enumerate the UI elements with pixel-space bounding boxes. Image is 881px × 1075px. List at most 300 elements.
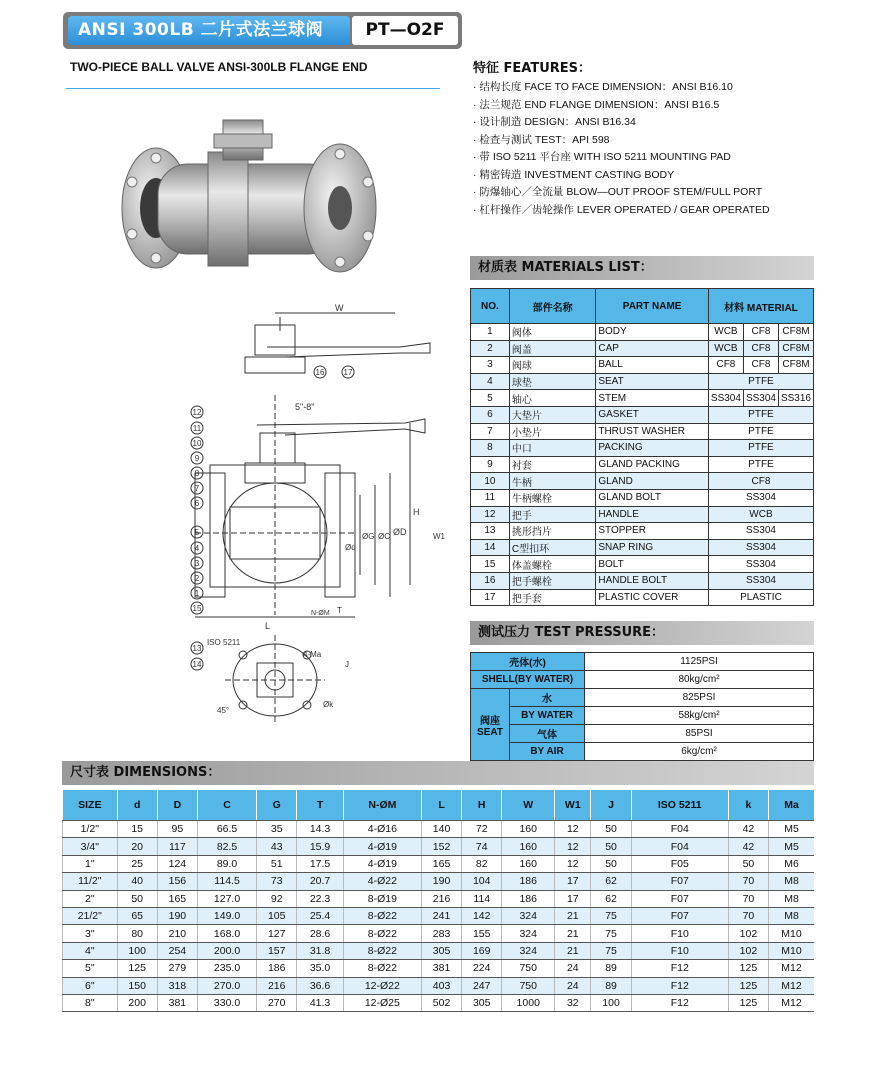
dimensions-col-header: C [197,790,256,821]
materials-cell-material: SS316 [778,390,813,407]
dimensions-col-header: G [257,790,297,821]
features-list [473,79,770,219]
materials-cell-en: BOLT [596,556,709,573]
callout-12: 12 [192,408,202,417]
materials-cell-cn: 把手螺栓 [509,572,595,589]
callout-3: 3 [194,559,200,568]
dimensions-cell: 66.5 [197,821,256,838]
dimensions-cell: M8 [769,873,815,890]
dim-label-h: H [413,507,420,517]
dimensions-cell: 216 [257,977,297,994]
shell-kg: 80kg/cm² [585,671,814,689]
dimensions-row [63,994,815,1011]
dim-label-45: 45° [217,706,230,715]
dimensions-cell: 75 [591,907,631,924]
dimensions-cell: 502 [421,994,461,1011]
materials-cell-material: PTFE [708,456,813,473]
dimensions-cell: 142 [462,907,502,924]
dimensions-cell: 11/2" [63,873,118,890]
dimensions-cell: 28.6 [297,925,343,942]
materials-row [471,440,814,457]
feature-item: · 带 ISO 5211 平台座 WITH ISO 5211 MOUNTING PAD [473,151,731,163]
dimensions-cell: 8-Ø22 [343,960,421,977]
dimensions-cell: 165 [157,890,197,907]
dimensions-cell: 15.9 [297,838,343,855]
materials-row [471,489,814,506]
dimensions-cell: 210 [157,925,197,942]
callout-9: 9 [194,454,200,463]
dimensions-cell: 89.0 [197,855,256,872]
feature-item: · 结构长度 FACE TO FACE DIMENSION：ANSI B16.10 [473,81,733,93]
dimensions-cell: 160 [502,821,555,838]
materials-row [471,473,814,490]
dimensions-cell: 750 [502,977,555,994]
dim-label-k: Øk [323,700,334,709]
dimensions-cell: 62 [591,890,631,907]
materials-cell-cn: 大垫片 [509,406,595,423]
dimensions-cell: 8-Ø22 [343,907,421,924]
materials-cell-no: 10 [471,473,510,490]
dimensions-cell: 92 [257,890,297,907]
callout-2: 2 [194,574,200,583]
dimensions-cell: 73 [257,873,297,890]
materials-cell-material: CF8 [743,340,778,357]
dimensions-cell: 12-Ø22 [343,977,421,994]
callout-4: 4 [194,544,200,553]
dim-label-t: T [337,606,342,615]
dimensions-cell: 82 [462,855,502,872]
materials-cell-material: PTFE [708,440,813,457]
dimensions-cell: 3" [63,925,118,942]
dimensions-cell: 1/2" [63,821,118,838]
col-part-name: PART NAME [596,289,709,324]
dimensions-cell: 24 [555,960,591,977]
dimensions-cell: 117 [157,838,197,855]
dimensions-cell: 114.5 [197,873,256,890]
materials-cell-cn: 牛柄 [509,473,595,490]
dimensions-cell: 283 [421,925,461,942]
air-psi: 85PSI [585,725,814,743]
dimensions-cell: 224 [462,960,502,977]
materials-row [471,456,814,473]
dimensions-cell: 32 [555,994,591,1011]
dimensions-cell: 17 [555,873,591,890]
materials-cell-no: 12 [471,506,510,523]
dimensions-cell: 21 [555,907,591,924]
water-label-cn: 水 [510,689,585,707]
materials-cell-en: GLAND [596,473,709,490]
air-label-cn: 气体 [510,725,585,743]
dimensions-cell: 149.0 [197,907,256,924]
dim-label-dsmall: Ød [345,543,356,552]
water-kg: 58kg/cm² [585,707,814,725]
materials-cell-material: CF8 [743,324,778,341]
dimensions-cell: 75 [591,942,631,959]
dimensions-cell: F05 [631,855,728,872]
callout-7: 7 [194,484,200,493]
dimensions-cell: 8-Ø22 [343,942,421,959]
materials-cell-no: 9 [471,456,510,473]
dimensions-cell: F12 [631,960,728,977]
materials-cell-material: WCB [708,324,743,341]
dimensions-cell: 235.0 [197,960,256,977]
dimensions-cell: 125 [728,994,768,1011]
dim-label-w: W [335,303,344,313]
materials-cell-material: SS304 [708,523,813,540]
dimensions-cell: 200.0 [197,942,256,959]
shell-label-cn: 壳体(水) [471,653,585,671]
dimensions-cell: 24 [555,977,591,994]
materials-cell-material: WCB [708,340,743,357]
materials-cell-material: CF8 [708,473,813,490]
materials-cell-material: CF8 [708,357,743,374]
materials-row [471,572,814,589]
materials-cell-cn: 挑形挡片 [509,523,595,540]
product-subtitle: TWO-PIECE BALL VALVE ANSI-300LB FLANGE END [70,60,368,74]
subtitle-divider [66,88,440,89]
dimensions-cell: 21 [555,925,591,942]
dimensions-col-header: ISO 5211 [631,790,728,821]
feature-item: · 防爆轴心／全流量 BLOW—OUT PROOF STEM/FULL PORT [473,186,763,198]
test-pressure-table [470,652,814,761]
dimensions-col-header: D [157,790,197,821]
dimensions-cell: 1" [63,855,118,872]
dim-label-g: ØG [362,532,375,541]
feature-item: · 设计制造 DESIGN：ANSI B16.34 [473,116,636,128]
callout-circles-bottom [185,638,215,678]
dimensions-cell: F04 [631,838,728,855]
materials-cell-en: STEM [596,390,709,407]
dimensions-cell: 70 [728,890,768,907]
dimensions-cell: M12 [769,977,815,994]
dimensions-row [63,890,815,907]
dimensions-cell: 186 [257,960,297,977]
materials-cell-en: SEAT [596,373,709,390]
materials-cell-material: PLASTIC [708,589,813,606]
dimensions-col-header: k [728,790,768,821]
dimensions-title: 尺寸表 DIMENSIONS： [70,765,221,780]
dimensions-cell: 330.0 [197,994,256,1011]
materials-cell-en: THRUST WASHER [596,423,709,440]
dimensions-table [62,790,814,1012]
materials-cell-cn: 阀盖 [509,340,595,357]
dimensions-cell: F12 [631,977,728,994]
dimensions-row [63,838,815,855]
dimensions-row [63,821,815,838]
materials-row [471,390,814,407]
dimensions-cell: 20 [117,838,157,855]
materials-cell-cn: 小垫片 [509,423,595,440]
dim-label-j: J [345,660,349,669]
materials-cell-material: CF8M [778,357,813,374]
materials-row [471,506,814,523]
dimensions-col-header: W1 [555,790,591,821]
materials-cell-cn: 阀体 [509,324,595,341]
dimensions-cell: 169 [462,942,502,959]
dimensions-cell: M8 [769,907,815,924]
dim-label-d: ØD [393,527,407,537]
dimensions-cell: 20.7 [297,873,343,890]
materials-cell-no: 2 [471,340,510,357]
callout-15: 15 [192,604,202,613]
dimensions-cell: 35 [257,821,297,838]
dimensions-cell: 50 [591,855,631,872]
dimensions-cell: 8-Ø19 [343,890,421,907]
materials-cell-en: HANDLE BOLT [596,572,709,589]
materials-cell-material: SS304 [708,556,813,573]
dimensions-cell: 8" [63,994,118,1011]
water-label-en: BY WATER [510,707,585,725]
materials-row [471,340,814,357]
materials-cell-material: SS304 [708,489,813,506]
materials-cell-material: CF8M [778,340,813,357]
dimensions-cell: 43 [257,838,297,855]
dimensions-cell: 318 [157,977,197,994]
materials-cell-no: 1 [471,324,510,341]
dimensions-cell: 100 [117,942,157,959]
test-pressure-title: 测试压力 TEST PRESSURE： [478,625,665,640]
dimensions-cell: 42 [728,821,768,838]
materials-cell-material: PTFE [708,406,813,423]
dimensions-cell: F10 [631,925,728,942]
dimensions-cell: 50 [117,890,157,907]
materials-cell-en: STOPPER [596,523,709,540]
dimensions-col-header: J [591,790,631,821]
dimensions-cell: 4" [63,942,118,959]
dimensions-cell: 165 [421,855,461,872]
dimensions-row [63,907,815,924]
dimensions-cell: 124 [157,855,197,872]
callout-8: 8 [194,469,200,478]
materials-cell-en: PLASTIC COVER [596,589,709,606]
materials-row [471,523,814,540]
dimensions-col-header: T [297,790,343,821]
dimensions-cell: 155 [462,925,502,942]
callout-1: 1 [194,589,200,598]
materials-header-row [471,289,814,324]
dimensions-row [63,942,815,959]
materials-section-bar [470,256,814,280]
callout-10: 10 [192,439,202,448]
materials-row [471,357,814,374]
dimensions-cell: 21/2" [63,907,118,924]
dimensions-cell: 35.0 [297,960,343,977]
dimensions-cell: 12 [555,821,591,838]
materials-cell-en: GLAND BOLT [596,489,709,506]
feature-item: · 杠杆操作／齿轮操作 LEVER OPERATED / GEAR OPERATED [473,203,770,216]
materials-cell-material: SS304 [708,539,813,556]
dimensions-cell: 31.8 [297,942,343,959]
materials-cell-cn: 中口 [509,440,595,457]
dimensions-cell: 41.3 [297,994,343,1011]
dimensions-cell: 89 [591,977,631,994]
callout-6: 6 [194,499,200,508]
dimensions-cell: 100 [591,994,631,1011]
dim-label-w1: W1 [433,532,445,541]
materials-cell-en: BODY [596,324,709,341]
materials-cell-no: 8 [471,440,510,457]
materials-cell-material: SS304 [708,390,743,407]
dimensions-cell: 190 [157,907,197,924]
dimensions-cell: 40 [117,873,157,890]
dim-label-iso: ISO 5211 [207,638,241,647]
dimensions-cell: M5 [769,838,815,855]
feature-item: · 检查与测试 TEST：API 598 [473,133,610,146]
dimensions-cell: 6" [63,977,118,994]
materials-cell-material: SS304 [708,572,813,589]
dimensions-cell: 114 [462,890,502,907]
dimensions-cell: 21 [555,942,591,959]
dimensions-cell: 305 [421,942,461,959]
features-title: 特征 FEATURES： [473,61,592,76]
dimensions-cell: F10 [631,942,728,959]
dimensions-cell: F07 [631,873,728,890]
materials-row [471,589,814,606]
dimensions-cell: 12 [555,855,591,872]
col-no: NO. [471,289,510,324]
dimensions-cell: 4-Ø16 [343,821,421,838]
shell-label-en: SHELL(BY WATER) [471,671,585,689]
materials-cell-material: PTFE [708,373,813,390]
dimensions-cell: M12 [769,960,815,977]
dimensions-cell: 4-Ø19 [343,838,421,855]
dimensions-cell: 190 [421,873,461,890]
materials-row [471,373,814,390]
materials-cell-material: SS304 [743,390,778,407]
dimensions-cell: 324 [502,925,555,942]
dim-label-l: L [265,621,271,631]
materials-cell-en: GLAND PACKING [596,456,709,473]
dimensions-col-header: d [117,790,157,821]
dimensions-cell: 127.0 [197,890,256,907]
dimensions-cell: 156 [157,873,197,890]
dimensions-cell: 403 [421,977,461,994]
dimensions-col-header: N-ØM [343,790,421,821]
dimensions-cell: 150 [117,977,157,994]
dimensions-cell: 157 [257,942,297,959]
materials-cell-en: CAP [596,340,709,357]
dimensions-cell: 750 [502,960,555,977]
dimensions-cell: 241 [421,907,461,924]
feature-item: · 精密铸造 INVESTMENT CASTING BODY [473,168,675,181]
seat-label [471,689,510,761]
dimensions-cell: 125 [728,960,768,977]
dimensions-cell: 140 [421,821,461,838]
materials-cell-cn: 把手 [509,506,595,523]
dimensions-cell: 17.5 [297,855,343,872]
materials-cell-cn: 轴心 [509,390,595,407]
dimensions-cell: 8-Ø22 [343,925,421,942]
materials-row [471,539,814,556]
dimensions-cell: 160 [502,838,555,855]
dimensions-cell: M12 [769,994,815,1011]
dimensions-cell: 105 [257,907,297,924]
dimensions-cell: 17 [555,890,591,907]
dimensions-cell: 381 [421,960,461,977]
dimensions-row [63,960,815,977]
dimensions-cell: 152 [421,838,461,855]
dimensions-cell: 125 [117,960,157,977]
dimensions-cell: M6 [769,855,815,872]
dimensions-col-header: Ma [769,790,815,821]
materials-cell-cn: 体盖螺栓 [509,556,595,573]
callout-11: 11 [192,424,202,433]
dimensions-cell: M10 [769,942,815,959]
dimensions-cell: 62 [591,873,631,890]
materials-cell-cn: 把手套 [509,589,595,606]
dimensions-cell: 12-Ø25 [343,994,421,1011]
dimensions-body [63,821,815,1012]
dimensions-cell: 82.5 [197,838,256,855]
water-psi: 825PSI [585,689,814,707]
dimensions-cell: 104 [462,873,502,890]
materials-cell-en: PACKING [596,440,709,457]
materials-cell-no: 6 [471,406,510,423]
dimensions-cell: 5" [63,960,118,977]
materials-cell-no: 15 [471,556,510,573]
materials-cell-material: PTFE [708,423,813,440]
materials-cell-no: 11 [471,489,510,506]
materials-cell-no: 17 [471,589,510,606]
dimensions-cell: 51 [257,855,297,872]
dimensions-cell: 22.3 [297,890,343,907]
dimensions-cell: 12 [555,838,591,855]
materials-cell-no: 16 [471,572,510,589]
materials-row [471,324,814,341]
materials-cell-material: CF8M [778,324,813,341]
dimensions-col-header: SIZE [63,790,118,821]
dimensions-row [63,977,815,994]
dimensions-cell: 36.6 [297,977,343,994]
dimensions-cell: 270 [257,994,297,1011]
dimensions-cell: 324 [502,942,555,959]
dimensions-header-row [63,790,815,821]
dimensions-cell: F07 [631,907,728,924]
dimensions-col-header: H [462,790,502,821]
dimensions-cell: 186 [502,873,555,890]
dimensions-cell: 102 [728,925,768,942]
materials-cell-cn: 牛柄螺栓 [509,489,595,506]
dimensions-cell: 270.0 [197,977,256,994]
dimensions-cell: M10 [769,925,815,942]
materials-cell-no: 4 [471,373,510,390]
air-kg: 6kg/cm² [585,743,814,761]
materials-cell-en: SNAP RING [596,539,709,556]
shell-psi: 1125PSI [585,653,814,671]
dimensions-cell: 3/4" [63,838,118,855]
materials-row [471,556,814,573]
dimensions-cell: 50 [591,838,631,855]
materials-cell-en: HANDLE [596,506,709,523]
dimensions-cell: F04 [631,821,728,838]
dimensions-cell: 2" [63,890,118,907]
callout-16: 16 [315,368,325,377]
materials-row [471,423,814,440]
callout-14: 14 [192,660,202,669]
dimensions-cell: 200 [117,994,157,1011]
materials-cell-no: 5 [471,390,510,407]
dimensions-cell: 4-Ø19 [343,855,421,872]
materials-cell-cn: 球垫 [509,373,595,390]
model-code: PT—O2F [352,16,458,45]
dimensions-cell: 1000 [502,994,555,1011]
dimensions-col-header: L [421,790,461,821]
dimensions-cell: 70 [728,907,768,924]
dimensions-cell: 4-Ø22 [343,873,421,890]
materials-cell-en: BALL [596,357,709,374]
dimensions-cell: 247 [462,977,502,994]
materials-cell-en: GASKET [596,406,709,423]
